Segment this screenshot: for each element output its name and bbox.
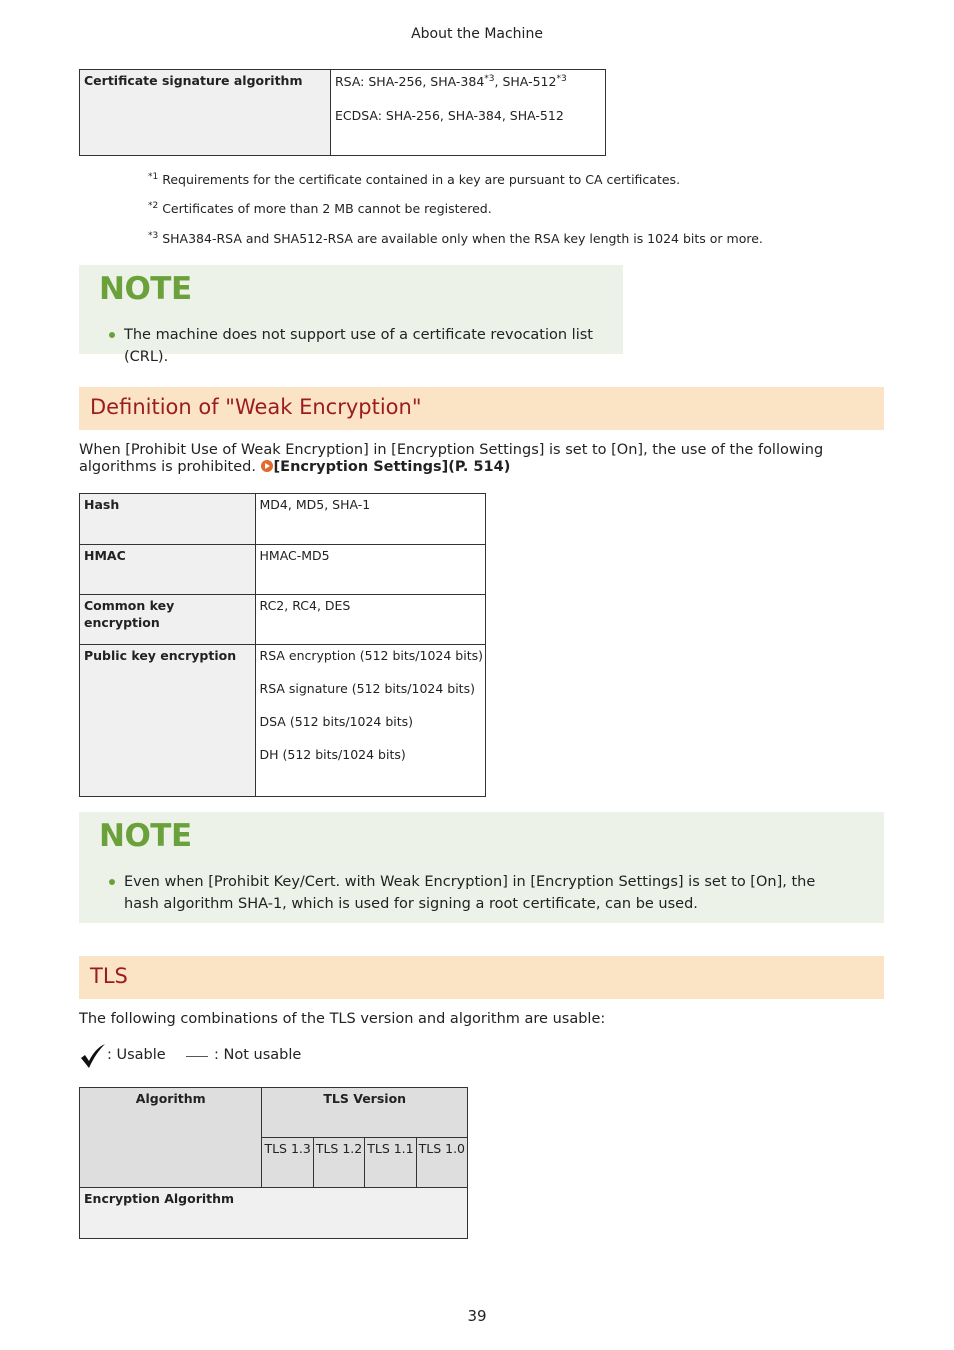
- note-box-sha1: [79, 812, 884, 923]
- cert-sig-algorithm-value: [331, 70, 606, 156]
- tls-paragraph: The following combinations of the TLS version and algorithm are usable:: [79, 1011, 606, 1027]
- tls-version-header: TLS 1.1: [365, 1138, 416, 1188]
- table-key: Common key encryption: [80, 595, 256, 645]
- col-tls-version-header: TLS Version: [262, 1088, 468, 1138]
- footnote-mark: *3: [148, 230, 159, 241]
- footnote-ref: *3: [556, 73, 567, 84]
- tls-version-header: TLS 1.2: [313, 1138, 364, 1188]
- table-value: MD4, MD5, SHA-1: [255, 494, 485, 545]
- section-title: TLS: [90, 964, 128, 988]
- footnote-1: [148, 172, 680, 187]
- value-line: DSA (512 bits/1024 bits): [259, 713, 414, 729]
- footnote-2: [148, 201, 492, 216]
- table-key: HMAC: [80, 545, 256, 595]
- footnote-mark: *2: [148, 200, 159, 211]
- footnote-text: Requirements for the certificate contained in a key are pursuant to CA certificates.: [158, 172, 681, 187]
- row-encryption-algorithm: Encryption Algorithm: [80, 1188, 468, 1239]
- bullet-icon: [109, 879, 115, 885]
- note-item: Even when [Prohibit Key/Cert. with Weak Encryption] in [Encryption Settings] is set to [On], the hash algorithm SHA-1, which is used for signing a root certificate, can be used.: [124, 874, 816, 912]
- footnote-3: [148, 231, 763, 246]
- tls-version-header: TLS 1.3: [262, 1138, 313, 1188]
- table-key: Hash: [80, 494, 256, 545]
- encryption-settings-link[interactable]: [Encryption Settings](P. 514): [273, 459, 511, 475]
- table-row: [80, 595, 486, 645]
- link-arrow-icon: [261, 460, 273, 472]
- note-box-crl: [79, 265, 623, 365]
- page-number: 39: [467, 1307, 487, 1325]
- section-weak-encryption: [79, 387, 884, 430]
- weak-encryption-table: [79, 493, 486, 797]
- footnote-text: Certificates of more than 2 MB cannot be registered.: [158, 201, 492, 216]
- value-line: RSA signature (512 bits/1024 bits): [259, 680, 475, 696]
- footnote-text: SHA384-RSA and SHA512-RSA are available only when the RSA key length is 1024 bits or more.: [158, 231, 763, 246]
- dash-icon: [186, 1056, 208, 1057]
- value-line: DH (512 bits/1024 bits): [259, 746, 406, 762]
- note-title: NOTE: [99, 818, 192, 854]
- value-line: RSA encryption (512 bits/1024 bits): [259, 648, 483, 663]
- note-item: The machine does not support use of a certificate revocation list (CRL).: [124, 327, 593, 365]
- footnote-mark: *1: [148, 171, 159, 182]
- footnote-ref: *3: [484, 73, 495, 84]
- note-title: NOTE: [99, 271, 192, 307]
- legend-usable-label: : Usable: [107, 1047, 166, 1063]
- checkmark-icon: [79, 1043, 106, 1070]
- table-key: Public key encryption: [80, 645, 256, 797]
- tls-table: [79, 1087, 468, 1239]
- certificate-table: [79, 69, 606, 156]
- table-value: RC2, RC4, DES: [255, 595, 485, 645]
- bullet-icon: [109, 332, 115, 338]
- section-title: Definition of "Weak Encryption": [90, 395, 422, 419]
- tls-version-header: TLS 1.0: [416, 1138, 467, 1188]
- table-value: HMAC-MD5: [255, 545, 485, 595]
- table-row: [80, 645, 486, 797]
- legend-not-usable-label: : Not usable: [214, 1047, 302, 1063]
- table-row: [80, 545, 486, 595]
- col-algorithm-header: Algorithm: [80, 1088, 262, 1188]
- table-value: [255, 645, 485, 797]
- paragraph-text: When [Prohibit Use of Weak Encryption] in [Encryption Settings] is set to [On], the use of the following algorithms is prohibited.: [79, 442, 824, 475]
- rsa-text: RSA: SHA-256, SHA-384: [335, 74, 485, 89]
- rsa-mid: , SHA-512: [494, 74, 557, 89]
- ecdsa-text: ECDSA: SHA-256, SHA-384, SHA-512: [335, 107, 564, 123]
- table-row: [80, 494, 486, 545]
- section-tls: [79, 956, 884, 999]
- cert-sig-algorithm-key: Certificate signature algorithm: [80, 70, 331, 156]
- page-header: About the Machine: [411, 26, 543, 42]
- weak-encryption-paragraph: [79, 442, 884, 476]
